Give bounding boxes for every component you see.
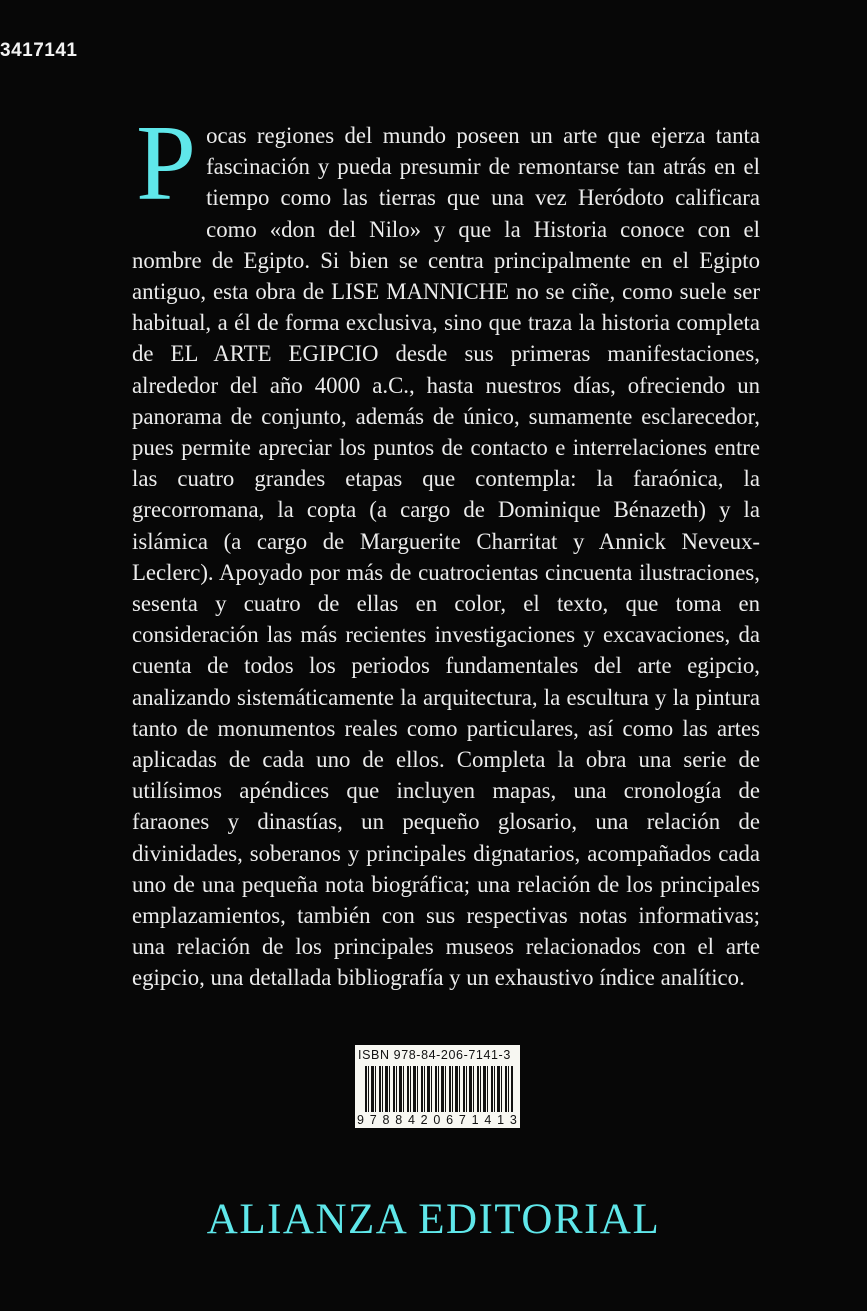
ean-digit: 8 (395, 1113, 404, 1127)
ean-digit: 1 (471, 1113, 480, 1127)
catalog-code: 3417141 (0, 40, 78, 61)
ean-digit: 1 (497, 1113, 506, 1127)
publisher-name: ALIANZA EDITORIAL (206, 1196, 661, 1243)
ean-digit: 8 (382, 1113, 391, 1127)
ean-digit: 0 (433, 1113, 442, 1127)
drop-cap: P (136, 104, 197, 223)
ean-digit: 3 (509, 1113, 518, 1127)
ean-digits (357, 1113, 518, 1127)
back-cover-blurb (132, 104, 760, 1000)
blurb-paragraph (132, 104, 760, 994)
ean-digit: 7 (458, 1113, 468, 1127)
ean-digit: 6 (446, 1113, 455, 1127)
isbn-barcode (355, 1045, 520, 1128)
blurb-text: ocas regiones del mundo poseen un arte que ejerza tanta fascinación y pueda presumir de remontarse tan atrás en el tiempo como las tierras que una vez Heródoto calificara como «don del Nilo» y que la Historia conoce con el nombre de Egipto. Si bien se centra principalmente en el Egipto antiguo, esta obra de LISE MANNICHE no se ciñe, como suele ser habitual, a él de forma exclusiva, sino que traza la historia completa de EL ARTE EGIPCIO desde sus primeras manifestaciones, alrededor del año 4000 a.C., hasta nuestros días, ofreciendo un panorama de conjunto, además de único, sumamente esclarecedor, pues permite apreciar los puntos de contacto e interrelaciones entre las cuatro grandes etapas que contempla: la faraónica, la grecorromana, la copta (a cargo de Dominique Bénazeth) y la islámica (a cargo de Marguerite Charritat y Annick Neveux-Leclerc). Apoyado por más de cuatrocientas cincuenta ilustraciones, sesenta y cuatro de ellas en color, el texto, que toma en consideración las más recientes investigaciones y excavaciones, da cuenta de todos los periodos fundamentales del arte egipcio, analizando sistemáticamente la arquitectura, la escultura y la pintura tanto de monumentos reales como particulares, así como las artes aplicadas de cada uno de ellos. Completa la obra una serie de utilísimos apéndices que incluyen mapas, una cronología de faraones y dinastías, un pequeño glosario, una relación de divinidades, soberanos y principales dignatarios, acompañados cada uno de una pequeña nota biográfica; una relación de los principales emplazamientos, también con sus respectivas notas informativas; una relación de los principales museos relacionados con el arte egipcio, una detallada bibliografía y un exhaustivo índice analítico. (132, 123, 760, 991)
barcode-bars (365, 1066, 513, 1112)
ean-digit: 2 (420, 1113, 429, 1127)
ean-digit: 4 (484, 1113, 493, 1127)
isbn-label: ISBN 978-84-206-7141-3 (358, 1048, 511, 1062)
ean-digit: 4 (407, 1113, 417, 1127)
ean-digit: 9 (357, 1113, 366, 1127)
ean-digit: 7 (369, 1113, 378, 1127)
